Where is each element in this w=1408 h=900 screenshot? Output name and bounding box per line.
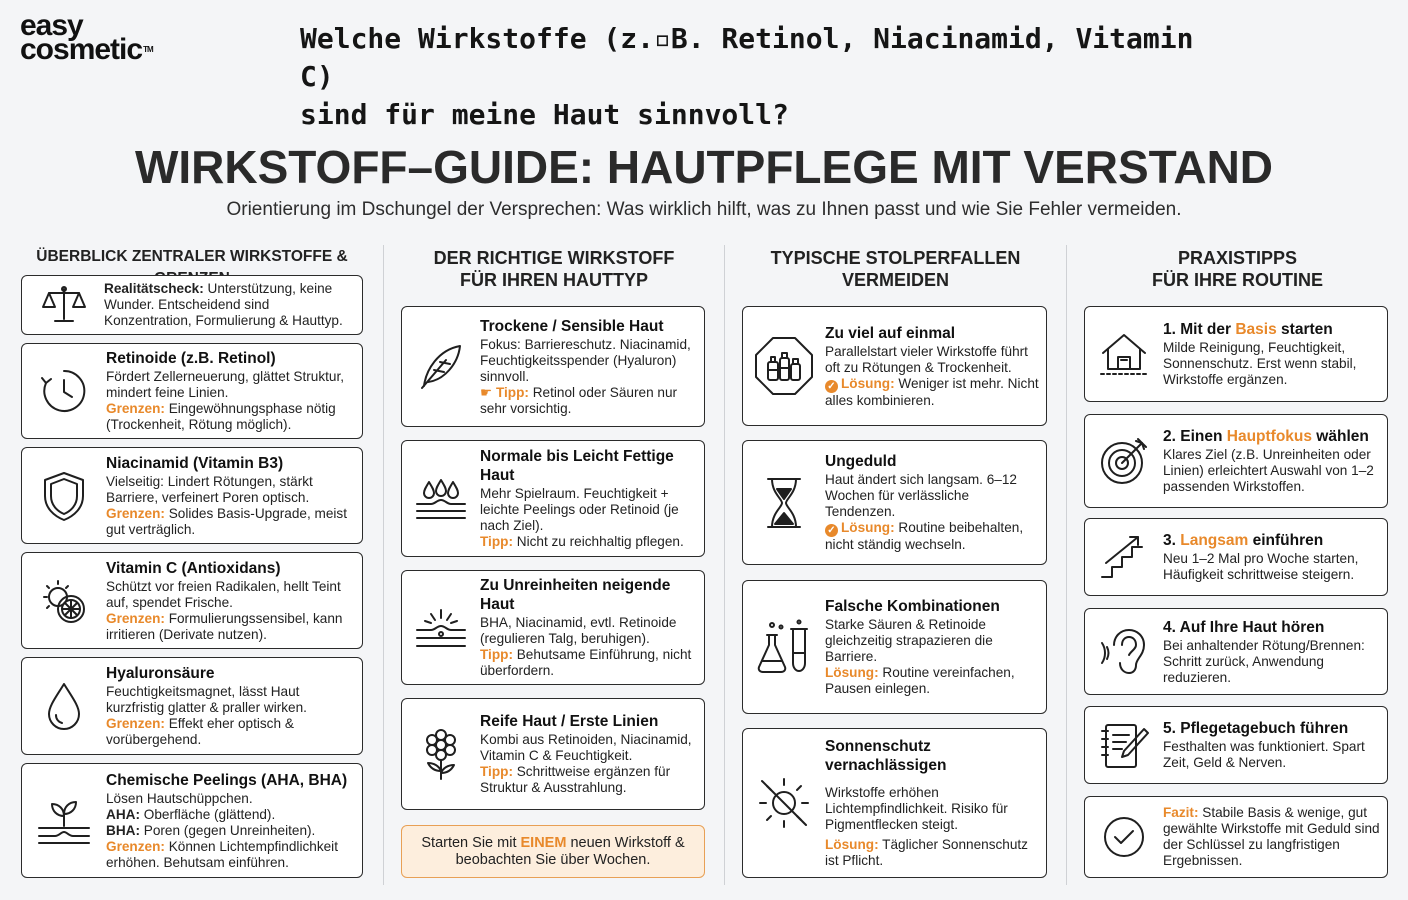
- tip-title-pre: 1. Mit der: [1163, 321, 1236, 338]
- note-post: neuen Wirkstoff & beobachten Sie über Wochen.: [455, 834, 685, 868]
- water-drop-icon: [22, 658, 106, 754]
- question-heading: [300, 20, 1200, 134]
- no-sun-icon: [743, 729, 825, 877]
- card-title: Normale bis Leicht Fettige Haut: [480, 448, 674, 484]
- tip-label: Tipp:: [480, 647, 513, 662]
- skin-type-card: [401, 570, 705, 685]
- card-text: Kombi aus Retinoiden, Niacinamid, Vitamin C & Feuchtigkeit.: [480, 732, 692, 763]
- limits-label: Grenzen:: [106, 716, 165, 731]
- scale-icon: [22, 276, 106, 334]
- card-text: Starke Säuren & Retinoide gleichzeitig strapazieren die Barriere.: [825, 617, 993, 664]
- aha-label: AHA:: [106, 806, 140, 822]
- card-text: Bei anhaltender Rötung/Brennen: Schritt zurück, Anwendung reduzieren.: [1163, 637, 1365, 685]
- card-title: Ungeduld: [825, 453, 897, 470]
- tip-title-post: starten: [1276, 321, 1333, 338]
- question-line1: Welche Wirkstoffe (z.▫B. Retinol, Niacinamid, Vitamin C): [300, 22, 1194, 93]
- brand-line1: easy: [20, 9, 83, 42]
- card-title: Zu viel auf einmal: [825, 324, 956, 342]
- tip-title-post: wählen: [1312, 428, 1369, 445]
- col4-heading-line1: PRAXISTIPPS: [1177, 248, 1298, 268]
- card-title: Retinoide (z.B. Retinol): [106, 350, 276, 367]
- flower-icon: [402, 699, 480, 809]
- tip-title-emphasis: Basis: [1235, 321, 1277, 338]
- tip-title-pre: 3.: [1163, 532, 1181, 549]
- tip-title-pre: 5. Pflegetagebuch führen: [1163, 720, 1349, 737]
- shield-icon: [22, 448, 106, 543]
- note-emphasis: EINEM: [520, 834, 567, 851]
- col3-heading: [725, 247, 1066, 291]
- solution-text: Täglicher Sonnenschutz ist Pflicht.: [825, 837, 1028, 868]
- solution-label: Lösung:: [825, 837, 879, 852]
- ingredient-card: [21, 552, 363, 649]
- col2-heading-line2: FÜR IHREN HAUTTYP: [460, 270, 648, 290]
- pitfall-card: [742, 580, 1047, 714]
- check-badge-icon: ✓: [825, 524, 838, 537]
- card-text: Fördert Zellerneuerung, glättet Struktur, mindert feine Linien.: [106, 369, 345, 400]
- col3-heading-line1: TYPISCHE STOLPERFALLEN: [770, 248, 1021, 268]
- card-title: Falsche Kombinationen: [825, 598, 1000, 615]
- limits-text: Formulierungssensibel, kann irritieren (Derivate nutzen).: [106, 610, 343, 642]
- solution-text: Weniger ist mehr. Nicht alles kombinieren.: [825, 375, 1039, 408]
- card-title: Hyaluronsäure: [106, 665, 215, 682]
- tip-title-pre: 4. Auf Ihre Haut hören: [1163, 618, 1325, 636]
- reality-check-card: [21, 275, 363, 335]
- card-title: Vitamin C (Antioxidans): [106, 559, 281, 577]
- card-text: Festhalten was funktioniert. Spart Zeit, Geld & Nerven.: [1163, 739, 1365, 770]
- note-pre: Starten Sie mit: [421, 834, 521, 851]
- ear-icon: [1085, 609, 1163, 694]
- tip-label: Tipp:: [480, 764, 513, 779]
- hand-point-icon: ☛: [480, 384, 496, 400]
- ingredient-card: [21, 763, 363, 878]
- check-circle-icon: [1085, 797, 1163, 877]
- card-text: Milde Reinigung, Feuchtigkeit, Sonnenschutz. Erst wenn stabil, Wirkstoffe ergänzen.: [1163, 340, 1357, 387]
- limits-text: Effekt eher optisch & vorübergehend.: [106, 716, 294, 747]
- limits-label: Grenzen:: [106, 838, 165, 854]
- tip-title-emphasis: Langsam: [1180, 532, 1249, 549]
- limits-text: Können Lichtempfindlichkeit erhöhen. Behutsam einführen.: [106, 838, 338, 870]
- tip-card: [1084, 414, 1388, 508]
- col2-heading-line1: DER RICHTIGE WIRKSTOFF: [433, 248, 675, 268]
- card-title: Sonnenschutz vernachlässigen: [825, 738, 947, 774]
- ingredient-card: [21, 343, 363, 439]
- card-title: Niacinamid (Vitamin B3): [106, 454, 284, 472]
- tip-title-emphasis: Hauptfokus: [1226, 428, 1312, 445]
- card-title: Chemische Peelings (AHA, BHA): [106, 771, 348, 789]
- col1-heading: ÜBERBLICK ZENTRALER WIRKSTOFFE &: [36, 248, 348, 265]
- droplets-skin-icon: [402, 441, 480, 556]
- reality-lead: Realitätscheck:: [104, 281, 204, 296]
- card-text: Wirkstoffe erhöhen Lichtempfindlichkeit. Risiko für Pigmentflecken steigt.: [825, 785, 1008, 832]
- solution-label: Lösung:: [841, 375, 895, 391]
- summary-text: Stabile Basis & wenige, gut gewählte Wirkstoffe mit Geduld sind der Schlüssel zu langfristigen Ergebnissen.: [1163, 805, 1380, 868]
- solution-text: Routine beibehalten, nicht ständig wechseln.: [825, 520, 1024, 552]
- card-text: Parallelstart vieler Wirkstoffe führt oft zu Rötungen & Trockenheit.: [825, 343, 1028, 375]
- aha-text: Oberfläche (glättend).: [139, 806, 276, 822]
- column-divider: [1066, 245, 1067, 885]
- column-divider: [724, 245, 725, 885]
- summary-card: [1084, 796, 1388, 878]
- solution-label: Lösung:: [841, 520, 895, 535]
- card-text: Neu 1–2 Mal pro Woche starten, Häufigkeit schrittweise steigern.: [1163, 551, 1359, 582]
- card-title: Trockene / Sensible Haut: [480, 317, 664, 335]
- col4-heading-line2: FÜR IHRE ROUTINE: [1152, 270, 1323, 290]
- tip-card: [1084, 306, 1388, 402]
- column-divider: [383, 245, 384, 885]
- tip-title-pre: 2. Einen: [1163, 428, 1227, 445]
- ingredient-card: [21, 657, 363, 755]
- card-text: Vielseitig: Lindert Rötungen, stärkt Barriere, verfeinert Poren optisch.: [106, 473, 313, 505]
- card-text: Lösen Hautschüppchen.: [106, 790, 253, 806]
- skin-type-card: [401, 698, 705, 810]
- tip-text: Retinol oder Säuren nur sehr vorsichtig.: [480, 384, 678, 416]
- skin-type-card: [401, 440, 705, 557]
- card-text: Fokus: Barriereschutz. Niacinamid, Feuchtigkeitsspender (Hyaluron) sinnvoll.: [480, 336, 691, 384]
- ingredient-card: [21, 447, 363, 544]
- notebook-pen-icon: [1085, 707, 1163, 783]
- pitfall-card: [742, 306, 1047, 426]
- lab-flasks-icon: [743, 581, 825, 713]
- card-text: Feuchtigkeitsmagnet, lässt Haut kurzfristig glatter & praller wirken.: [106, 684, 307, 715]
- solution-label: Lösung:: [825, 665, 879, 680]
- summary-lead: Fazit:: [1163, 805, 1199, 820]
- stop-bottles-icon: [743, 307, 825, 425]
- limits-text: Eingewöhnungsphase nötig (Trockenheit, Rötung möglich).: [106, 401, 336, 432]
- solution-text: Routine vereinfachen, Pausen einlegen.: [825, 665, 1015, 696]
- card-text: Klares Ziel (z.B. Unreinheiten oder Linien) erleichtert Auswahl von 1–2 passenden Wirkstoffen.: [1163, 447, 1374, 494]
- brand-tm: TM: [143, 45, 153, 54]
- target-icon: [1085, 415, 1163, 507]
- hourglass-icon: [743, 441, 825, 564]
- stairs-icon: [1085, 519, 1163, 595]
- card-title: Zu Unreinheiten neigende Haut: [480, 577, 671, 613]
- brand-logo: [20, 9, 153, 66]
- bha-text: Poren (gegen Unreinheiten).: [139, 822, 316, 838]
- tip-text: Nicht zu reichhaltig pflegen.: [512, 534, 684, 549]
- pitfall-card: [742, 440, 1047, 565]
- card-text: Schützt vor freien Radikalen, hellt Teint auf, spendet Frische.: [106, 578, 341, 610]
- card-text: BHA, Niacinamid, evtl. Retinoide (regulieren Talg, beruhigen).: [480, 615, 677, 646]
- col2-heading: [384, 247, 724, 291]
- feather-icon: [402, 307, 480, 426]
- tip-text: Schrittweise ergänzen für Struktur & Ausstrahlung.: [480, 764, 671, 795]
- check-badge-icon: ✓: [825, 380, 838, 393]
- reality-text: Unterstützung, keine Wunder. Entscheidend sind Konzentration, Formulierung & Hauttyp.: [104, 281, 343, 328]
- limits-text: Solides Basis-Upgrade, meist gut verträglich.: [106, 505, 348, 537]
- brand-line2: cosmetic: [20, 33, 143, 66]
- tip-label: Tipp:: [495, 384, 529, 400]
- col3-heading-line2: VERMEIDEN: [841, 270, 949, 290]
- limits-label: Grenzen:: [106, 610, 165, 626]
- limits-label: Grenzen:: [106, 401, 165, 416]
- tip-card: [1084, 706, 1388, 784]
- card-title: Reife Haut / Erste Linien: [480, 713, 659, 730]
- tip-title-post: einführen: [1248, 532, 1324, 549]
- clock-icon: [22, 344, 106, 438]
- page-title: WIRKSTOFF–GUIDE: HAUTPFLEGE MIT VERSTAND: [134, 141, 1274, 193]
- card-text: Mehr Spielraum. Feuchtigkeit + leichte Peelings oder Retinoid (je nach Ziel).: [480, 486, 679, 533]
- page-subtitle: Orientierung im Dschungel der Versprechen: Was wirklich hilft, was zu Ihnen passt und wie Sie Fehler vermeiden.: [226, 199, 1182, 220]
- tip-text: Behutsame Einführung, nicht überfordern.: [480, 647, 692, 678]
- start-note: [401, 825, 705, 878]
- tip-card: [1084, 608, 1388, 695]
- col4-heading: [1067, 247, 1408, 291]
- tip-card: [1084, 518, 1388, 596]
- card-text: Haut ändert sich langsam. 6–12 Wochen für verlässliche Tendenzen.: [825, 472, 1017, 519]
- skin-type-card: [401, 306, 705, 427]
- citrus-sun-icon: [22, 553, 106, 648]
- pitfall-card: [742, 728, 1047, 878]
- tip-label: Tipp:: [480, 534, 513, 549]
- limits-label: Grenzen:: [106, 505, 165, 521]
- house-icon: [1085, 307, 1163, 401]
- sprout-skin-icon: [22, 764, 106, 877]
- pore-icon: [402, 571, 480, 684]
- question-line2: sind für meine Haut sinnvoll?: [300, 98, 789, 131]
- bha-label: BHA:: [106, 822, 140, 838]
